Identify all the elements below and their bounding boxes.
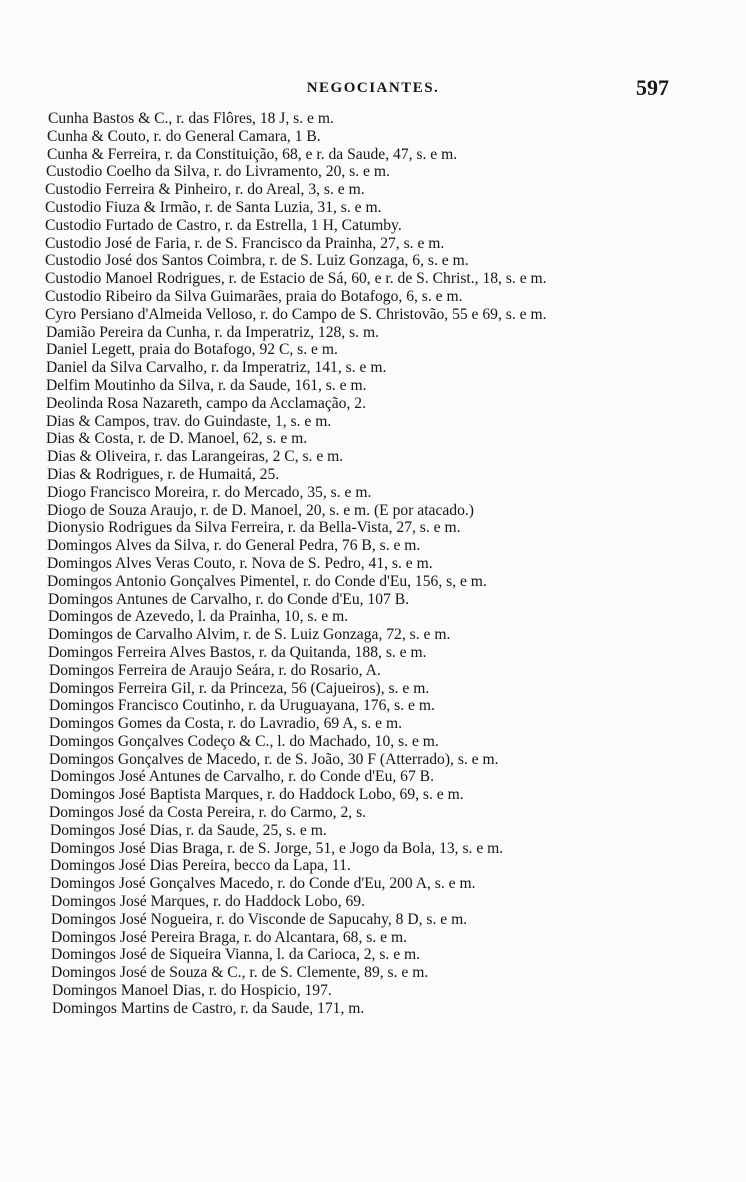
list-item: Damião Pereira da Cunha, r. da Imperatriz, 128, s. m. — [46, 323, 379, 341]
list-item: Domingos Ferreira Alves Bastos, r. da Quitanda, 188, s. e m. — [48, 643, 427, 661]
list-item: Domingos José Dias Braga, r. de S. Jorge, 51, e Jogo da Bola, 13, s. e m. — [50, 839, 504, 857]
list-item: Domingos José de Siqueira Vianna, l. da Carioca, 2, s. e m. — [51, 946, 421, 964]
list-item: Daniel Legett, praia do Botafogo, 92 C, s. e m. — [46, 341, 338, 359]
entry-list — [0, 110, 746, 1018]
list-item: Domingos Gomes da Costa, r. do Lavradio, 69 A, s. e m. — [49, 715, 402, 733]
list-item: Deolinda Rosa Nazareth, campo da Acclamação, 2. — [46, 394, 366, 412]
list-item: Diogo de Souza Araujo, r. de D. Manoel, 20, s. e m. (E por atacado.) — [47, 501, 474, 519]
list-item: Custodio Ferreira & Pinheiro, r. do Areal, 3, s. e m. — [45, 181, 365, 199]
list-item: Dionysio Rodrigues da Silva Ferreira, r. da Bella-Vista, 27, s. e m. — [47, 519, 461, 537]
list-item: Domingos Gonçalves Codeço & C., l. do Machado, 10, s. e m. — [49, 732, 439, 750]
list-item: Dias & Rodrigues, r. de Humaitá, 25. — [47, 465, 280, 483]
list-item: Dias & Campos, trav. do Guindaste, 1, s. e m. — [46, 412, 332, 430]
list-item: Domingos Alves Veras Couto, r. Nova de S. Pedro, 41, s. e m. — [47, 554, 433, 572]
list-item: Cyro Persiano d'Almeida Velloso, r. do Campo de S. Christovão, 55 e 69, s. e m. — [45, 305, 547, 323]
list-item: Domingos José Nogueira, r. do Visconde de Sapucahy, 8 D, s. e m. — [51, 910, 468, 928]
list-item: Diogo Francisco Moreira, r. do Mercado, 35, s. e m. — [47, 483, 372, 501]
list-item: Domingos José Pereira Braga, r. do Alcantara, 68, s. e m. — [51, 928, 407, 946]
list-item: Domingos José Dias Pereira, becco da Lapa, 11. — [50, 857, 351, 875]
list-item: Domingos de Azevedo, l. da Prainha, 10, s. e m. — [48, 608, 349, 626]
list-item: Domingos de Carvalho Alvim, r. de S. Luiz Gonzaga, 72, s. e m. — [48, 626, 451, 644]
list-item: Domingos Martins de Castro, r. da Saude, 171, m. — [52, 999, 365, 1017]
list-item: Domingos Antunes de Carvalho, r. do Conde d'Eu, 107 B. — [48, 590, 410, 608]
list-item: Custodio José de Faria, r. de S. Francisco da Prainha, 27, s. e m. — [45, 234, 445, 252]
list-item: Domingos Manoel Dias, r. do Hospicio, 197. — [52, 982, 332, 1000]
list-item: Domingos Alves da Silva, r. do General Pedra, 76 B, s. e m. — [47, 537, 421, 555]
list-item: Custodio Furtado de Castro, r. da Estrella, 1 H, Catumby. — [45, 216, 402, 234]
list-item: Domingos José Marques, r. do Haddock Lobo, 69. — [51, 893, 366, 911]
list-item: Domingos Antonio Gonçalves Pimentel, r. do Conde d'Eu, 156, s, e m. — [47, 572, 487, 590]
page-header — [0, 75, 746, 104]
list-item: Domingos José de Souza & C., r. de S. Clemente, 89, s. e m. — [51, 964, 429, 982]
list-item: Custodio José dos Santos Coimbra, r. de S. Luiz Gonzaga, 6, s. e m. — [45, 252, 469, 270]
list-item: Custodio Manoel Rodrigues, r. de Estacio de Sá, 60, e r. de S. Christ., 18, s. e m. — [45, 270, 547, 288]
list-item: Cunha & Ferreira, r. da Constituição, 68, e r. da Saude, 47, s. e m. — [47, 145, 458, 163]
list-item: Domingos José Antunes de Carvalho, r. do Conde d'Eu, 67 B. — [50, 768, 434, 786]
list-item: Domingos José Baptista Marques, r. do Haddock Lobo, 69, s. e m. — [50, 786, 464, 804]
list-item: Domingos Ferreira de Araujo Seára, r. do Rosario, A. — [49, 661, 381, 679]
list-item: Custodio Fiuza & Irmão, r. de Santa Luzia, 31, s. e m. — [45, 198, 382, 216]
list-item: Cunha & Couto, r. do General Camara, 1 B. — [47, 127, 321, 145]
list-item: Domingos José da Costa Pereira, r. do Carmo, 2, s. — [49, 804, 367, 822]
list-item: Custodio Coelho da Silva, r. do Livramento, 20, s. e m. — [46, 163, 390, 181]
list-item: Domingos Francisco Coutinho, r. da Uruguayana, 176, s. e m. — [49, 697, 435, 715]
list-item: Dias & Oliveira, r. das Larangeiras, 2 C, s. e m. — [47, 448, 344, 466]
list-item: Domingos José Gonçalves Macedo, r. do Conde d'Eu, 200 A, s. e m. — [50, 875, 476, 893]
list-item: Delfim Moutinho da Silva, r. da Saude, 161, s. e m. — [46, 376, 367, 394]
list-item: Cunha Bastos & C., r. das Flôres, 18 J, s. e m. — [48, 110, 334, 127]
list-item: Custodio Ribeiro da Silva Guimarães, praia do Botafogo, 6, s. e m. — [45, 287, 463, 305]
list-item: Daniel da Silva Carvalho, r. da Imperatriz, 141, s. e m. — [46, 359, 387, 377]
list-item: Domingos José Dias, r. da Saude, 25, s. e m. — [50, 821, 327, 839]
list-item: Dias & Costa, r. de D. Manoel, 62, s. e m. — [46, 430, 308, 448]
list-item: Domingos Gonçalves de Macedo, r. de S. João, 30 F (Atterrado), s. e m. — [49, 750, 499, 768]
section-title: NEGOCIANTES. — [306, 80, 440, 96]
page-number: 597 — [636, 75, 669, 100]
list-item: Domingos Ferreira Gil, r. da Princeza, 56 (Cajueiros), s. e m. — [49, 679, 430, 697]
